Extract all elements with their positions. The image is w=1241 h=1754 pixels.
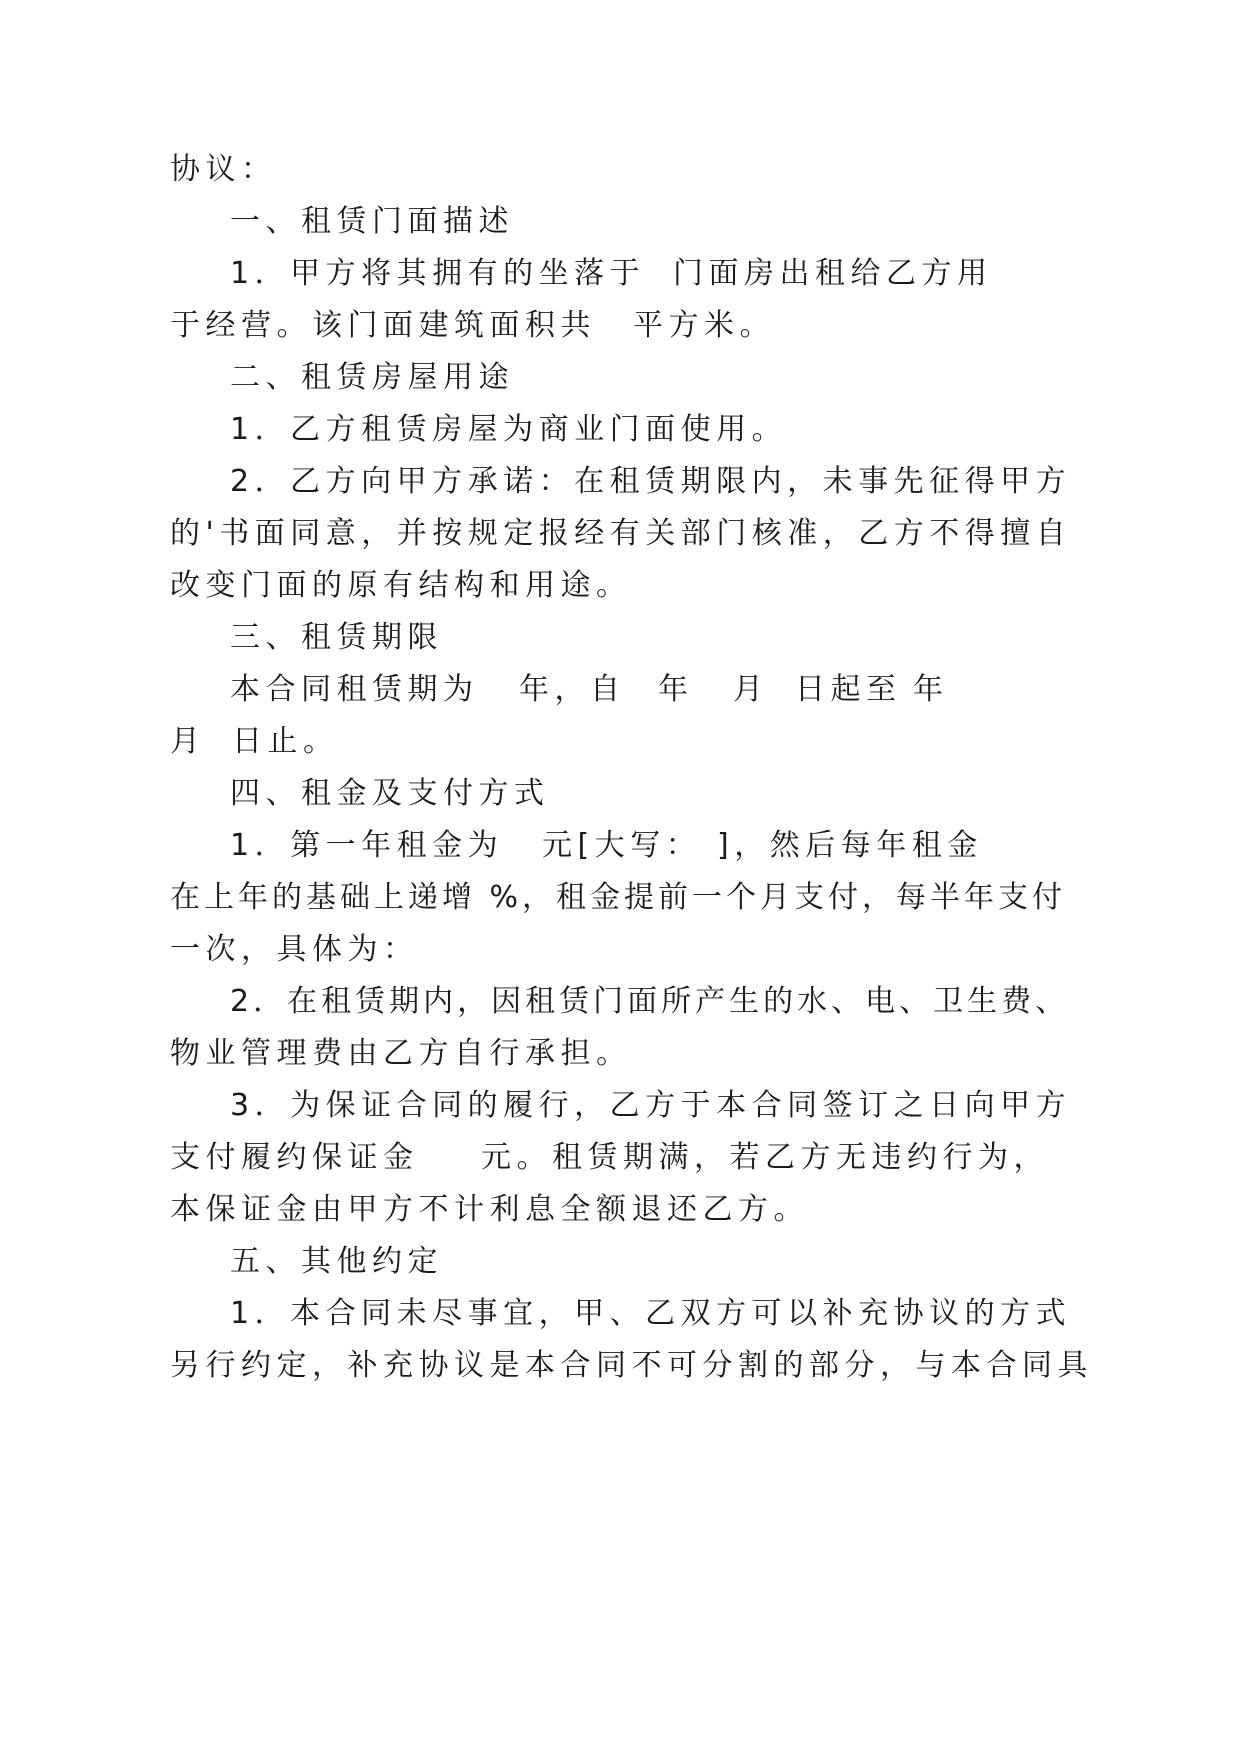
text-segment: 五、其他约定 bbox=[230, 1244, 443, 1279]
text-segment: 改变门面的原有结构和用途。 bbox=[170, 568, 632, 603]
text-segment: 的'书面同意，并按规定报经有关部门核准，乙方不得擅自 bbox=[170, 516, 1072, 551]
text-segment: 2．乙方向甲方承诺：在租赁期限内，未事先征得甲方 bbox=[230, 464, 1072, 499]
text-segment: 元。租赁期满，若乙方无违约行为， bbox=[481, 1140, 1049, 1175]
text-segment: 四、租金及支付方式 bbox=[230, 776, 550, 811]
text-line bbox=[0, 514, 1241, 554]
text-line bbox=[0, 462, 1241, 502]
text-segment: 年 bbox=[913, 672, 949, 707]
text-segment: 于经营。该门面建筑面积共 bbox=[170, 308, 596, 343]
text-segment: 本保证金由甲方不计利息全额退还乙方。 bbox=[170, 1192, 809, 1227]
section-heading bbox=[0, 618, 1241, 658]
text-line bbox=[0, 254, 1241, 294]
text-line bbox=[0, 670, 1241, 710]
text-segment: 在上年的基础上递增 %，租金提前一个月支付，每半年支付 bbox=[170, 880, 1067, 915]
text-segment: ]，然后每年租金 bbox=[717, 828, 983, 863]
text-line bbox=[0, 1138, 1241, 1178]
text-line bbox=[0, 878, 1241, 918]
text-segment: 1．乙方租赁房屋为商业门面使用。 bbox=[230, 412, 788, 447]
text-segment: 协议： bbox=[170, 152, 277, 187]
text-segment: 年，自 bbox=[519, 672, 626, 707]
text-line bbox=[0, 1086, 1241, 1126]
text-segment: 日止。 bbox=[232, 724, 339, 759]
text-segment: 2．在租赁期内，因租赁门面所产生的水、电、卫生费、 bbox=[230, 984, 1070, 1019]
text-segment: 年 bbox=[658, 672, 694, 707]
text-segment: 1．甲方将其拥有的坐落于 bbox=[230, 256, 646, 291]
text-segment: 1．第一年租金为 bbox=[230, 828, 504, 863]
text-segment: 另行约定，补充协议是本合同不可分割的部分，与本合同具 bbox=[170, 1348, 1093, 1383]
text-segment: 日起至 bbox=[795, 672, 902, 707]
text-line bbox=[0, 982, 1241, 1022]
text-segment: 3．为保证合同的履行，乙方于本合同签订之日向甲方 bbox=[230, 1088, 1072, 1123]
text-segment: 本合同租赁期为 bbox=[230, 672, 479, 707]
text-line bbox=[0, 566, 1241, 606]
text-segment: 平方米。 bbox=[633, 308, 775, 343]
text-line bbox=[0, 930, 1241, 970]
text-line bbox=[0, 1346, 1241, 1386]
text-line bbox=[0, 1294, 1241, 1334]
text-segment: 二、租赁房屋用途 bbox=[230, 360, 514, 395]
text-line bbox=[0, 150, 1241, 190]
text-line bbox=[0, 826, 1241, 866]
text-segment: 月 bbox=[733, 672, 769, 707]
text-segment: 物业管理费由乙方自行承担。 bbox=[170, 1036, 632, 1071]
text-segment: 一、租赁门面描述 bbox=[230, 204, 514, 239]
text-segment: 门面房出租给乙方用 bbox=[673, 256, 993, 291]
text-line bbox=[0, 410, 1241, 450]
text-segment: 支付履约保证金 bbox=[170, 1140, 419, 1175]
text-segment: 一次，具体为： bbox=[170, 932, 419, 967]
text-segment: 1．本合同未尽事宜，甲、乙双方可以补充协议的方式 bbox=[230, 1296, 1072, 1331]
section-heading bbox=[0, 202, 1241, 242]
text-segment: 三、租赁期限 bbox=[230, 620, 443, 655]
section-heading bbox=[0, 774, 1241, 814]
text-line bbox=[0, 1190, 1241, 1230]
section-heading bbox=[0, 358, 1241, 398]
text-line bbox=[0, 1034, 1241, 1074]
text-line bbox=[0, 722, 1241, 762]
section-heading bbox=[0, 1242, 1241, 1282]
text-segment: 元[大写： bbox=[542, 828, 702, 863]
text-line bbox=[0, 306, 1241, 346]
text-segment: 月 bbox=[170, 724, 206, 759]
